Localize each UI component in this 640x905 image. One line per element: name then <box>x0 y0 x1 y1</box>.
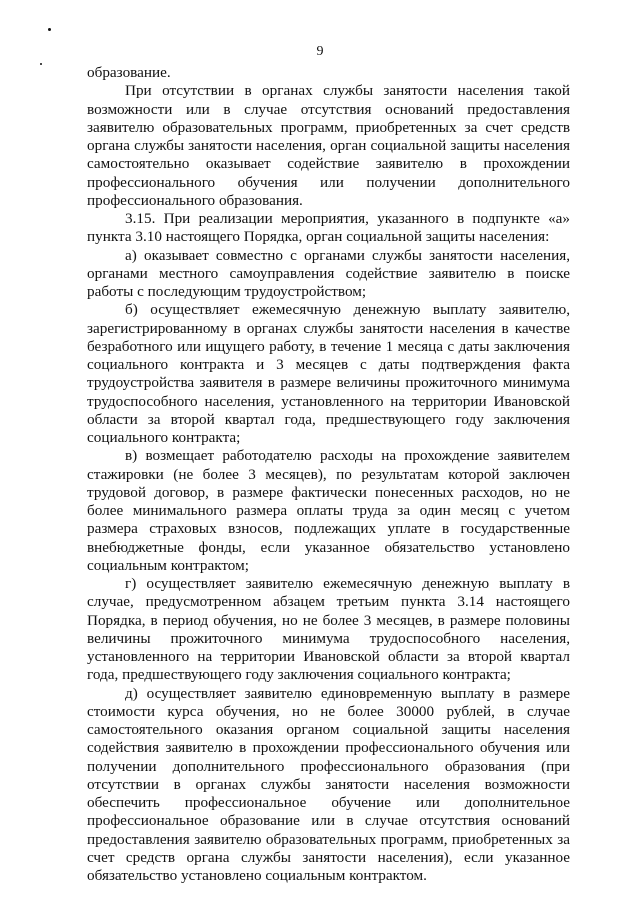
paragraph-clause-3-15: 3.15. При реализации мероприятия, указанного в подпункте «а» пункта 3.10 настоящего Порядка, орган социальной защиты населения: <box>87 210 570 246</box>
paragraph-item-g: г) осуществляет заявителю ежемесячную денежную выплату в случае, предусмотренном абзацем третьим пункта 3.14 настоящего Порядка, в период обучения, но не более 3 месяцев, в размере половины величины прожиточного минимума трудоспособного населения, установленного на территории Ивановской области за второй квартал года, предшествующего году заключения социального контракта; <box>87 575 570 684</box>
scan-speck <box>48 28 51 31</box>
page-number: 9 <box>316 44 324 59</box>
paragraph-continuation: образование. <box>87 64 171 81</box>
paragraph-item-d: д) осуществляет заявителю единовременную выплату в размере стоимости курса обучения, но не более 30000 рублей, в случае самостоятельного оказания органом социальной защиты населения содействия заявителю в прохождении профессионального обучения или получении дополнительного профессионального образования (при отсутствии в органах службы занятости населения возможности обеспечить профессиональное обучение или дополнительное профессиональное образование или в случае отсутствия оснований предоставления заявителю образовательных программ, приобретенных за счет средств органа службы занятости населения), если указанное обязательство установлено социальным контрактом. <box>87 684 570 884</box>
document-body <box>87 64 570 885</box>
paragraph-item-v: в) возмещает работодателю расходы на прохождение заявителем стажировки (не более 3 месяцев), по результатам которой заключен трудовой договор, в размере фактически понесенных расходов, но не более минимального размера оплаты труда за один месяц с учетом размера страховых взносов, подлежащих уплате в государственные внебюджетные фонды, если указанное обязательство установлено социальным контрактом; <box>87 447 570 574</box>
paragraph-item-a: а) оказывает совместно с органами службы занятости населения, органами местного самоуправления содействие заявителю в поиске работы с последующим трудоустройством; <box>87 246 570 300</box>
paragraph-item-b: б) осуществляет ежемесячную денежную выплату заявителю, зарегистрированному в органах службы занятости населения в качестве безработного или ищущего работу, в течение 1 месяца с даты заключения социального контракта и 3 месяцев с даты подтверждения факта трудоустройства заявителя в размере величины прожиточного минимума трудоспособного населения, установленного на территории Ивановской области за второй квартал года, предшествующего году заключения социального контракта; <box>87 301 570 446</box>
scan-speck <box>40 63 42 65</box>
paragraph: При отсутствии в органах службы занятости населения такой возможности или в случае отсутствия оснований предоставления заявителю образовательных программ, приобретенных за счет средств органа службы занятости населения, орган социальной защиты населения самостоятельно оказывает содействие заявителю в прохождении профессионального обучения или получении дополнительного профессионального образования. <box>87 82 570 209</box>
